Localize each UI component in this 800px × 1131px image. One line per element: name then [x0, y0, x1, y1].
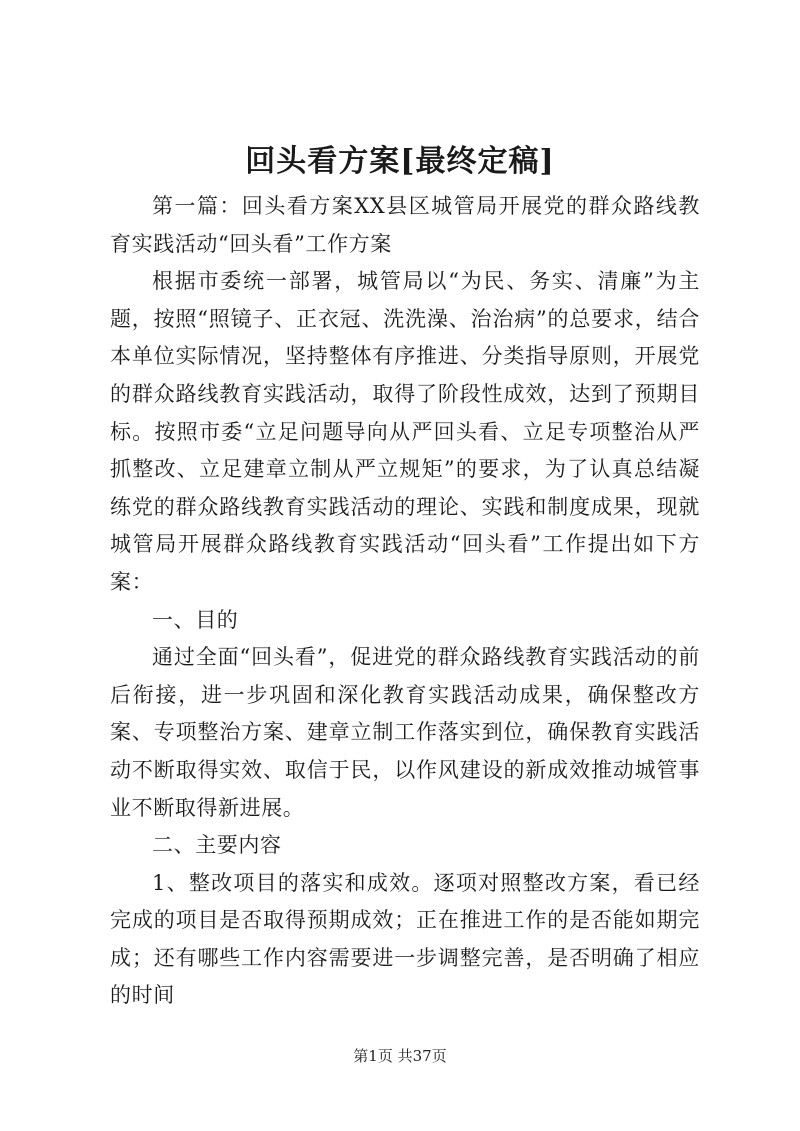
section-heading: 二、主要内容: [152, 833, 282, 858]
paragraph: 1、整改项目的落实和成效。逐项对照整改方案，看已经完成的项目是否取得预期成效；正在推进工作的是否能如期完成；还有哪些工作内容需要进一步调整完善，是否明确了相应的时间: [110, 870, 700, 1008]
paragraph: 第一篇：回头看方案XX县区城管局开展党的群众路线教育实践活动“回头看”工作方案: [110, 194, 700, 256]
paragraph: 通过全面“回头看”，促进党的群众路线教育实践活动的前后衔接，进一步巩固和深化教育实践活动成果，确保整改方案、专项整治方案、建章立制工作落实到位，确保教育实践活动不断取得实效、取信于民，以作风建设的新成效推动城管事业不断取得新进展。: [110, 645, 700, 820]
page-number-footer: 第1页 共37页: [353, 1047, 447, 1065]
document-body: [110, 188, 700, 1015]
section-heading: 一、目的: [152, 607, 239, 632]
paragraph: 根据市委统一部署，城管局以“为民、务实、清廉”为主题，按照“照镜子、正衣冠、洗洗澡、治治病”的总要求，结合本单位实际情况，坚持整体有序推进、分类指导原则，开展党的群众路线教育实践活动，取得了阶段性成效，达到了预期目标。按照市委“立足问题导向从严回头看、立足专项整治从严抓整改、立足建章立制从严立规矩”的要求，为了认真总结凝练党的群众路线教育实践活动的理论、实践和制度成果，现就城管局开展群众路线教育实践活动“回头看”工作提出如下方案：: [110, 269, 700, 594]
document-title: 回头看方案[最终定稿]: [245, 144, 555, 179]
